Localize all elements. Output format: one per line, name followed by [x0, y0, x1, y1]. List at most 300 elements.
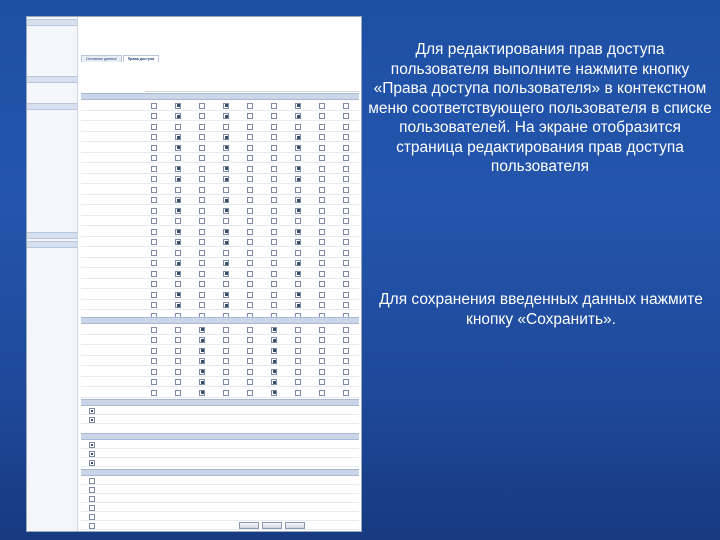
permission-checkbox[interactable] [247, 166, 253, 172]
permission-checkbox[interactable] [175, 113, 181, 119]
permission-checkbox[interactable] [319, 218, 325, 224]
table-row [81, 174, 359, 185]
permission-checkbox[interactable] [199, 155, 205, 161]
option-checkbox[interactable] [89, 442, 95, 448]
sidebar-section-header [27, 103, 77, 110]
permission-checkbox[interactable] [223, 145, 229, 151]
sidebar-item[interactable] [27, 68, 77, 74]
permission-checkbox[interactable] [175, 134, 181, 140]
permission-checkbox[interactable] [199, 187, 205, 193]
save-button[interactable] [239, 522, 259, 529]
table-row [81, 279, 359, 290]
permission-checkbox[interactable] [223, 155, 229, 161]
permission-checkbox[interactable] [319, 113, 325, 119]
permission-checkbox[interactable] [247, 250, 253, 256]
permission-checkbox[interactable] [199, 166, 205, 172]
permission-checkbox[interactable] [247, 390, 253, 396]
permission-checkbox[interactable] [151, 260, 157, 266]
permission-checkbox[interactable] [319, 281, 325, 287]
permission-checkbox[interactable] [223, 390, 229, 396]
permission-checkbox[interactable] [319, 337, 325, 343]
permission-checkbox[interactable] [151, 358, 157, 364]
permission-checkbox[interactable] [199, 197, 205, 203]
permission-checkbox[interactable] [319, 124, 325, 130]
permission-checkbox[interactable] [271, 292, 277, 298]
permission-checkbox[interactable] [271, 197, 277, 203]
page-title [79, 23, 361, 29]
permission-checkbox[interactable] [247, 271, 253, 277]
permission-checkbox[interactable] [343, 103, 349, 109]
permission-checkbox[interactable] [151, 187, 157, 193]
permission-checkbox[interactable] [295, 271, 301, 277]
permission-checkbox[interactable] [271, 145, 277, 151]
permission-checkbox[interactable] [199, 229, 205, 235]
permission-checkbox[interactable] [175, 208, 181, 214]
permission-checkbox[interactable] [175, 218, 181, 224]
permission-checkbox[interactable] [175, 103, 181, 109]
permission-checkbox[interactable] [295, 379, 301, 385]
option-checkbox[interactable] [89, 514, 95, 520]
permission-checkbox[interactable] [295, 176, 301, 182]
permission-checkbox[interactable] [295, 166, 301, 172]
permission-checkbox[interactable] [175, 390, 181, 396]
permission-checkbox[interactable] [223, 250, 229, 256]
main-content [79, 17, 361, 531]
permission-checkbox[interactable] [295, 124, 301, 130]
permission-checkbox[interactable] [199, 281, 205, 287]
permission-checkbox[interactable] [247, 337, 253, 343]
permission-checkbox[interactable] [343, 208, 349, 214]
permission-checkbox[interactable] [343, 369, 349, 375]
permission-checkbox[interactable] [295, 348, 301, 354]
permission-checkbox[interactable] [223, 166, 229, 172]
permission-checkbox[interactable] [295, 358, 301, 364]
permission-checkbox[interactable] [295, 292, 301, 298]
permission-checkbox[interactable] [319, 390, 325, 396]
permission-checkbox[interactable] [295, 229, 301, 235]
option-checkbox[interactable] [89, 523, 95, 529]
permission-checkbox[interactable] [151, 239, 157, 245]
permission-checkbox[interactable] [175, 197, 181, 203]
permission-checkbox[interactable] [271, 260, 277, 266]
permission-checkbox[interactable] [175, 327, 181, 333]
permission-checkbox[interactable] [151, 229, 157, 235]
permission-checkbox[interactable] [247, 302, 253, 308]
permission-checkbox[interactable] [319, 155, 325, 161]
permission-checkbox[interactable] [175, 337, 181, 343]
permission-checkbox[interactable] [151, 113, 157, 119]
permission-checkbox[interactable] [295, 197, 301, 203]
permission-checkbox[interactable] [343, 260, 349, 266]
permission-checkbox[interactable] [175, 379, 181, 385]
permission-checkbox[interactable] [319, 103, 325, 109]
permission-checkbox[interactable] [175, 281, 181, 287]
permission-checkbox[interactable] [295, 281, 301, 287]
table-section-header [81, 469, 359, 476]
permission-checkbox[interactable] [247, 358, 253, 364]
permission-checkbox[interactable] [295, 250, 301, 256]
permission-checkbox[interactable] [271, 113, 277, 119]
permission-checkbox[interactable] [199, 250, 205, 256]
permission-checkbox[interactable] [271, 155, 277, 161]
permission-checkbox[interactable] [271, 218, 277, 224]
permission-checkbox[interactable] [151, 176, 157, 182]
permission-checkbox[interactable] [151, 390, 157, 396]
permission-checkbox[interactable] [319, 229, 325, 235]
permission-checkbox[interactable] [271, 390, 277, 396]
table-row [81, 195, 359, 206]
column-header [145, 63, 169, 91]
option-checkbox[interactable] [89, 487, 95, 493]
table-section-header [81, 433, 359, 440]
permission-checkbox[interactable] [319, 271, 325, 277]
permission-checkbox[interactable] [175, 292, 181, 298]
permission-checkbox[interactable] [199, 369, 205, 375]
option-checkbox[interactable] [89, 505, 95, 511]
permission-checkbox[interactable] [199, 379, 205, 385]
permission-checkbox[interactable] [295, 369, 301, 375]
permission-checkbox[interactable] [319, 187, 325, 193]
permission-checkbox[interactable] [295, 302, 301, 308]
sidebar-item[interactable] [27, 224, 77, 230]
column-header [311, 63, 335, 91]
permission-checkbox[interactable] [319, 379, 325, 385]
permission-checkbox[interactable] [295, 260, 301, 266]
permission-checkbox[interactable] [223, 239, 229, 245]
option-checkbox[interactable] [89, 460, 95, 466]
permission-checkbox[interactable] [199, 271, 205, 277]
permission-checkbox[interactable] [319, 166, 325, 172]
permission-checkbox[interactable] [247, 229, 253, 235]
permission-checkbox[interactable] [271, 358, 277, 364]
permission-checkbox[interactable] [175, 166, 181, 172]
permission-checkbox[interactable] [271, 327, 277, 333]
permission-checkbox[interactable] [295, 390, 301, 396]
permission-checkbox[interactable] [343, 166, 349, 172]
permission-checkbox[interactable] [271, 124, 277, 130]
option-checkbox[interactable] [89, 417, 95, 423]
table-section-header [81, 93, 359, 100]
table-row [81, 356, 359, 367]
close-button[interactable] [285, 522, 305, 529]
permission-checkbox[interactable] [223, 271, 229, 277]
permission-checkbox[interactable] [319, 134, 325, 140]
list-item [81, 485, 359, 494]
table-row [81, 268, 359, 279]
permission-checkbox[interactable] [271, 281, 277, 287]
permission-checkbox[interactable] [319, 260, 325, 266]
permission-checkbox[interactable] [151, 337, 157, 343]
permission-checkbox[interactable] [223, 218, 229, 224]
permission-checkbox[interactable] [223, 260, 229, 266]
permission-checkbox[interactable] [199, 348, 205, 354]
permission-checkbox[interactable] [271, 187, 277, 193]
permission-checkbox[interactable] [151, 369, 157, 375]
permission-checkbox[interactable] [151, 218, 157, 224]
permission-checkbox[interactable] [151, 145, 157, 151]
permission-checkbox[interactable] [319, 358, 325, 364]
column-header [288, 63, 312, 91]
permission-checkbox[interactable] [151, 250, 157, 256]
permission-checkbox[interactable] [247, 379, 253, 385]
permission-checkbox[interactable] [151, 271, 157, 277]
permission-checkbox[interactable] [223, 292, 229, 298]
table-section-header [81, 399, 359, 406]
permission-checkbox[interactable] [343, 337, 349, 343]
permission-checkbox[interactable] [223, 197, 229, 203]
tab-main-data[interactable]: Основные данные [81, 55, 122, 62]
permission-checkbox[interactable] [247, 218, 253, 224]
permission-checkbox[interactable] [319, 145, 325, 151]
permission-checkbox[interactable] [319, 239, 325, 245]
permission-checkbox[interactable] [295, 218, 301, 224]
permission-checkbox[interactable] [175, 229, 181, 235]
permission-checkbox[interactable] [223, 103, 229, 109]
permission-checkbox[interactable] [175, 187, 181, 193]
permission-checkbox[interactable] [271, 166, 277, 172]
permission-checkbox[interactable] [151, 134, 157, 140]
permission-checkbox[interactable] [343, 358, 349, 364]
permission-checkbox[interactable] [343, 134, 349, 140]
permission-checkbox[interactable] [295, 103, 301, 109]
permission-checkbox[interactable] [175, 145, 181, 151]
permission-checkbox[interactable] [343, 113, 349, 119]
permission-checkbox[interactable] [247, 239, 253, 245]
permission-checkbox[interactable] [199, 239, 205, 245]
permission-checkbox[interactable] [175, 155, 181, 161]
permission-checkbox[interactable] [271, 208, 277, 214]
column-header [240, 63, 264, 91]
permission-checkbox[interactable] [343, 271, 349, 277]
permission-checkbox[interactable] [271, 134, 277, 140]
table-row [81, 132, 359, 143]
table-row [81, 335, 359, 346]
permission-checkbox[interactable] [295, 239, 301, 245]
permission-checkbox[interactable] [223, 358, 229, 364]
permission-checkbox[interactable] [199, 218, 205, 224]
permission-checkbox[interactable] [199, 292, 205, 298]
option-checkbox[interactable] [89, 478, 95, 484]
sidebar-section-header [27, 76, 77, 83]
permission-checkbox[interactable] [223, 281, 229, 287]
permission-checkbox[interactable] [223, 302, 229, 308]
permission-checkbox[interactable] [223, 327, 229, 333]
permission-checkbox[interactable] [343, 250, 349, 256]
permission-checkbox[interactable] [343, 379, 349, 385]
permission-checkbox[interactable] [199, 302, 205, 308]
permission-checkbox[interactable] [175, 239, 181, 245]
permission-checkbox[interactable] [199, 327, 205, 333]
permission-checkbox[interactable] [175, 358, 181, 364]
permission-checkbox[interactable] [343, 281, 349, 287]
permission-checkbox[interactable] [223, 113, 229, 119]
permission-checkbox[interactable] [295, 208, 301, 214]
permission-checkbox[interactable] [271, 379, 277, 385]
permission-checkbox[interactable] [343, 197, 349, 203]
option-checkbox[interactable] [89, 408, 95, 414]
permission-checkbox[interactable] [175, 302, 181, 308]
permission-checkbox[interactable] [247, 327, 253, 333]
permission-checkbox[interactable] [175, 271, 181, 277]
sidebar-item[interactable] [27, 260, 77, 266]
permission-checkbox[interactable] [151, 103, 157, 109]
permission-checkbox[interactable] [199, 145, 205, 151]
permission-checkbox[interactable] [175, 348, 181, 354]
permission-checkbox[interactable] [271, 348, 277, 354]
permission-checkbox[interactable] [247, 260, 253, 266]
permission-checkbox[interactable] [247, 208, 253, 214]
table-row [81, 345, 359, 356]
permission-checkbox[interactable] [295, 155, 301, 161]
permission-checkbox[interactable] [271, 250, 277, 256]
permission-checkbox[interactable] [247, 155, 253, 161]
table-section-header [81, 317, 359, 324]
permission-checkbox[interactable] [295, 327, 301, 333]
table-row [81, 142, 359, 153]
permission-checkbox[interactable] [247, 348, 253, 354]
permission-checkbox[interactable] [343, 145, 349, 151]
app-screenshot [26, 16, 362, 532]
permission-checkbox[interactable] [319, 197, 325, 203]
reports-section [81, 469, 359, 530]
permission-checkbox[interactable] [223, 348, 229, 354]
permission-checkbox[interactable] [271, 229, 277, 235]
permission-checkbox[interactable] [343, 187, 349, 193]
sidebar-item[interactable] [27, 95, 77, 101]
permission-checkbox[interactable] [199, 390, 205, 396]
permission-checkbox[interactable] [175, 369, 181, 375]
permission-checkbox[interactable] [295, 145, 301, 151]
permission-checkbox[interactable] [199, 208, 205, 214]
permission-checkbox[interactable] [151, 292, 157, 298]
permission-checkbox[interactable] [151, 197, 157, 203]
permission-checkbox[interactable] [247, 281, 253, 287]
permission-checkbox[interactable] [319, 302, 325, 308]
permission-checkbox[interactable] [199, 103, 205, 109]
table-row [81, 111, 359, 122]
list-item [81, 440, 359, 449]
permission-checkbox[interactable] [343, 327, 349, 333]
permission-checkbox[interactable] [175, 260, 181, 266]
permission-checkbox[interactable] [319, 327, 325, 333]
permission-checkbox[interactable] [343, 390, 349, 396]
permission-checkbox[interactable] [343, 218, 349, 224]
list-item [81, 406, 359, 415]
permission-checkbox[interactable] [343, 176, 349, 182]
permission-checkbox[interactable] [247, 113, 253, 119]
permission-checkbox[interactable] [319, 292, 325, 298]
permission-checkbox[interactable] [199, 260, 205, 266]
permission-checkbox[interactable] [151, 348, 157, 354]
permission-checkbox[interactable] [151, 327, 157, 333]
permission-checkbox[interactable] [271, 176, 277, 182]
permission-checkbox[interactable] [343, 239, 349, 245]
permission-checkbox[interactable] [247, 187, 253, 193]
permission-checkbox[interactable] [175, 250, 181, 256]
tab-access-rights[interactable]: Права доступа [123, 55, 159, 62]
permission-checkbox[interactable] [343, 348, 349, 354]
permission-checkbox[interactable] [271, 369, 277, 375]
permission-checkbox[interactable] [199, 113, 205, 119]
permission-checkbox[interactable] [247, 292, 253, 298]
option-checkbox[interactable] [89, 496, 95, 502]
permission-checkbox[interactable] [295, 187, 301, 193]
option-checkbox[interactable] [89, 451, 95, 457]
permission-checkbox[interactable] [151, 379, 157, 385]
permission-checkbox[interactable] [319, 176, 325, 182]
permission-checkbox[interactable] [247, 103, 253, 109]
permission-checkbox[interactable] [319, 369, 325, 375]
list-item [81, 494, 359, 503]
permission-checkbox[interactable] [175, 124, 181, 130]
permission-checkbox[interactable] [223, 379, 229, 385]
permission-checkbox[interactable] [319, 208, 325, 214]
permission-checkbox[interactable] [199, 134, 205, 140]
permission-checkbox[interactable] [271, 337, 277, 343]
permission-checkbox[interactable] [223, 208, 229, 214]
permission-checkbox[interactable] [199, 358, 205, 364]
permission-checkbox[interactable] [247, 197, 253, 203]
cancel-button[interactable] [262, 522, 282, 529]
permission-checkbox[interactable] [343, 229, 349, 235]
permission-checkbox[interactable] [151, 124, 157, 130]
permission-checkbox[interactable] [271, 103, 277, 109]
permission-checkbox[interactable] [343, 124, 349, 130]
permission-checkbox[interactable] [295, 337, 301, 343]
table-row [81, 153, 359, 164]
permission-checkbox[interactable] [295, 134, 301, 140]
permission-checkbox[interactable] [223, 337, 229, 343]
permission-checkbox[interactable] [247, 369, 253, 375]
table-row [81, 377, 359, 388]
column-header [264, 63, 288, 91]
permission-checkbox[interactable] [223, 369, 229, 375]
permission-checkbox[interactable] [343, 292, 349, 298]
list-item [81, 503, 359, 512]
permission-checkbox[interactable] [343, 155, 349, 161]
permission-checkbox[interactable] [223, 176, 229, 182]
permission-checkbox[interactable] [319, 250, 325, 256]
permission-checkbox[interactable] [223, 187, 229, 193]
permission-checkbox[interactable] [247, 124, 253, 130]
permission-checkbox[interactable] [151, 208, 157, 214]
permission-checkbox[interactable] [151, 302, 157, 308]
permission-checkbox[interactable] [343, 302, 349, 308]
permission-checkbox[interactable] [175, 176, 181, 182]
permission-checkbox[interactable] [199, 337, 205, 343]
rights-column-headers [145, 63, 359, 92]
permission-checkbox[interactable] [151, 155, 157, 161]
permission-checkbox[interactable] [151, 166, 157, 172]
form-buttons [239, 522, 308, 530]
permission-checkbox[interactable] [271, 302, 277, 308]
permission-checkbox[interactable] [247, 145, 253, 151]
permission-checkbox[interactable] [271, 239, 277, 245]
permission-checkbox[interactable] [319, 348, 325, 354]
table-row [81, 300, 359, 311]
permission-checkbox[interactable] [223, 229, 229, 235]
permission-checkbox[interactable] [295, 113, 301, 119]
permission-checkbox[interactable] [223, 134, 229, 140]
permission-checkbox[interactable] [151, 281, 157, 287]
permission-checkbox[interactable] [247, 176, 253, 182]
permission-checkbox[interactable] [223, 124, 229, 130]
permission-checkbox[interactable] [199, 124, 205, 130]
permission-checkbox[interactable] [271, 271, 277, 277]
permission-checkbox[interactable] [199, 176, 205, 182]
permission-checkbox[interactable] [247, 134, 253, 140]
tab-bar [81, 55, 160, 62]
